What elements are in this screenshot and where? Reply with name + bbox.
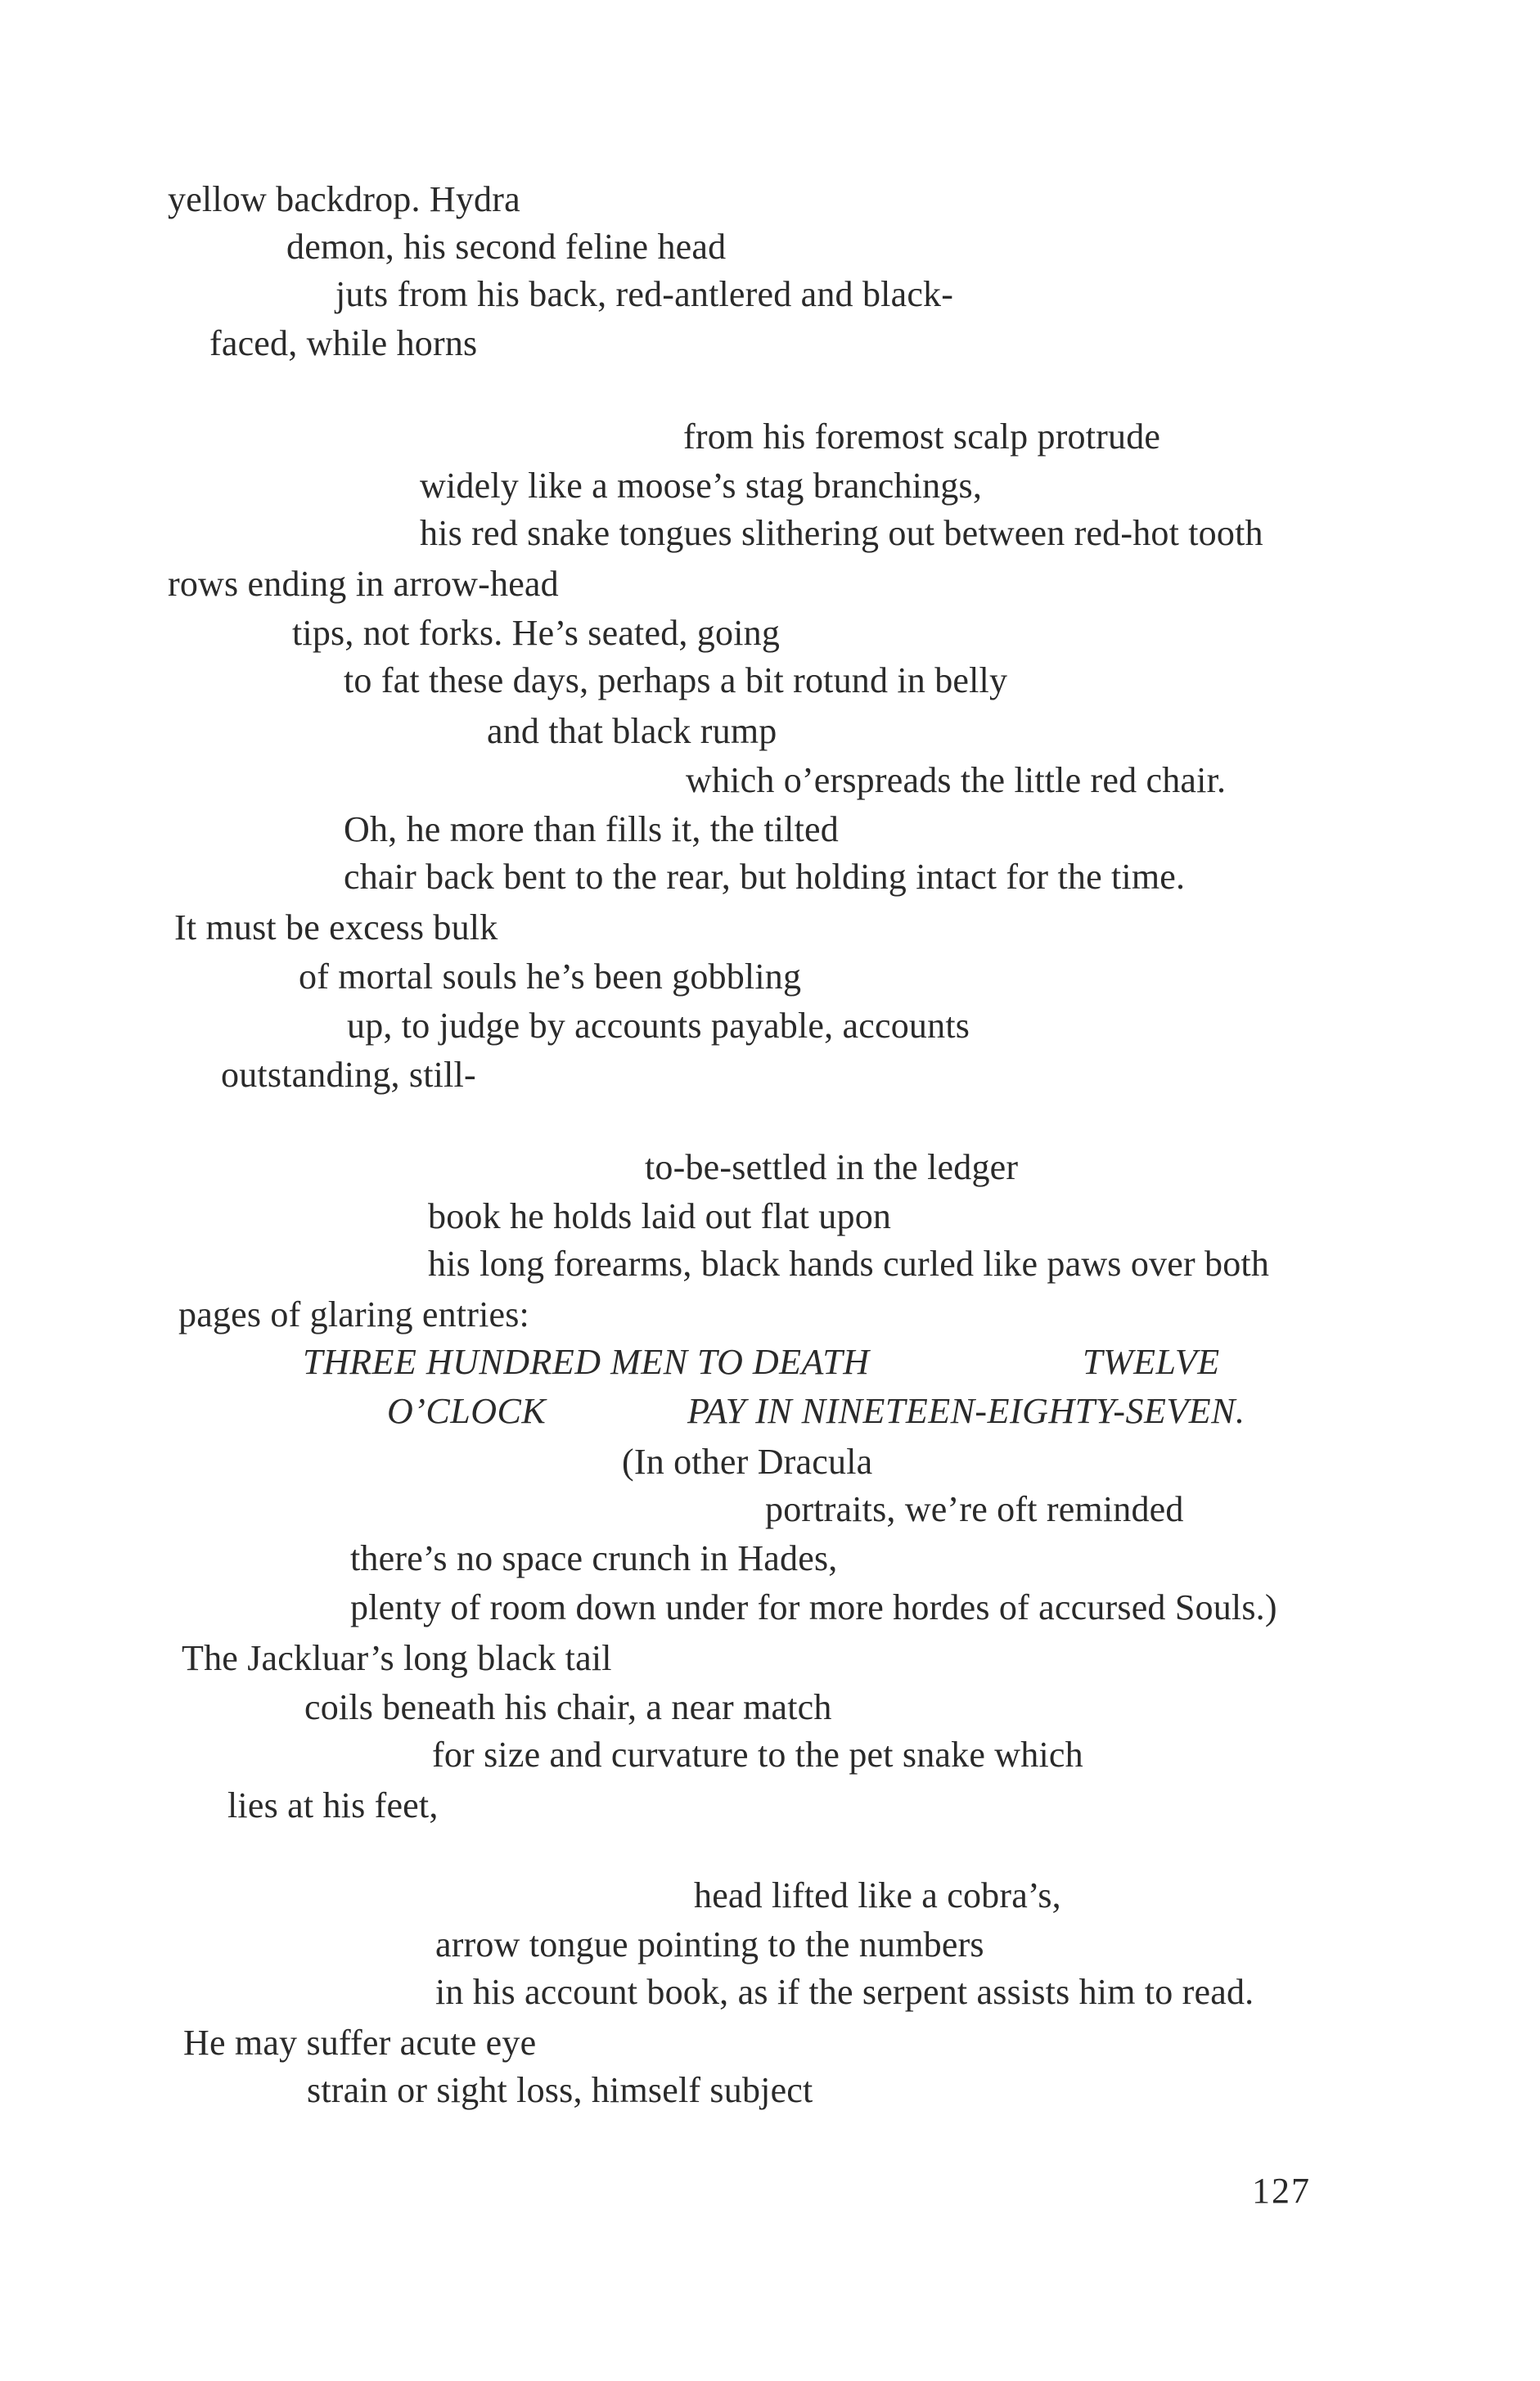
poem-line: He may suffer acute eye bbox=[183, 2023, 537, 2063]
poem-line: rows ending in arrow-head bbox=[168, 564, 559, 604]
poem-line: demon, his second feline head bbox=[286, 227, 727, 267]
poem-line: plenty of room down under for more hordes of accursed Souls.) bbox=[350, 1587, 1277, 1627]
poem-line: to-be-settled in the ledger bbox=[645, 1147, 1019, 1187]
poem-line: lies at his feet, bbox=[227, 1785, 439, 1825]
poem-line: for size and curvature to the pet snake which bbox=[432, 1735, 1083, 1775]
poem-line: Oh, he more than fills it, the tilted bbox=[344, 809, 839, 849]
page-number: 127 bbox=[1252, 2171, 1311, 2211]
poem-line: faced, while horns bbox=[209, 323, 478, 363]
poem-line: It must be excess bulk bbox=[174, 907, 498, 947]
ledger-entry: O’CLOCK bbox=[387, 1391, 547, 1431]
poem-line: in his account book, as if the serpent assists him to read. bbox=[435, 1972, 1254, 2012]
poem-line: his red snake tongues slithering out between red-hot tooth bbox=[420, 513, 1263, 553]
poem-line: (In other Dracula bbox=[622, 1442, 873, 1482]
poem-line: his long forearms, black hands curled like paws over both bbox=[428, 1244, 1270, 1284]
poem-line: strain or sight loss, himself subject bbox=[307, 2070, 813, 2110]
poem-line: book he holds laid out flat upon bbox=[428, 1196, 892, 1236]
poem-line: coils beneath his chair, a near match bbox=[304, 1687, 832, 1727]
poem-line: juts from his back, red-antlered and black- bbox=[335, 274, 954, 314]
poem-line: from his foremost scalp protrude bbox=[683, 416, 1161, 457]
poem-line: outstanding, still- bbox=[221, 1055, 476, 1095]
poem-line: head lifted like a cobra’s, bbox=[694, 1875, 1061, 1915]
poem-line: yellow backdrop. Hydra bbox=[168, 179, 520, 219]
poem-line: arrow tongue pointing to the numbers bbox=[435, 1924, 984, 1965]
poem-line: to fat these days, perhaps a bit rotund in belly bbox=[344, 660, 1008, 700]
poem-line: and that black rump bbox=[487, 711, 777, 751]
poem-line: pages of glaring entries: bbox=[178, 1294, 529, 1335]
poem-line: The Jackluar’s long black tail bbox=[182, 1638, 612, 1678]
poem-line: chair back bent to the rear, but holding intact for the time. bbox=[344, 857, 1186, 897]
poem-line: portraits, we’re oft reminded bbox=[765, 1489, 1184, 1529]
poem-line: which o’erspreads the little red chair. bbox=[686, 760, 1227, 800]
poem-line: up, to judge by accounts payable, accounts bbox=[347, 1006, 970, 1046]
ledger-entry: TWELVE bbox=[1083, 1342, 1220, 1382]
ledger-entry: THREE HUNDRED MEN TO DEATH bbox=[303, 1342, 870, 1382]
poem-line: there’s no space crunch in Hades, bbox=[350, 1538, 838, 1578]
ledger-entry: PAY IN NINETEEN-EIGHTY-SEVEN. bbox=[687, 1391, 1245, 1431]
poem-line: tips, not forks. He’s seated, going bbox=[292, 613, 781, 653]
poem-line: widely like a moose’s stag branchings, bbox=[420, 466, 983, 506]
poem-line: of mortal souls he’s been gobbling bbox=[299, 956, 802, 997]
